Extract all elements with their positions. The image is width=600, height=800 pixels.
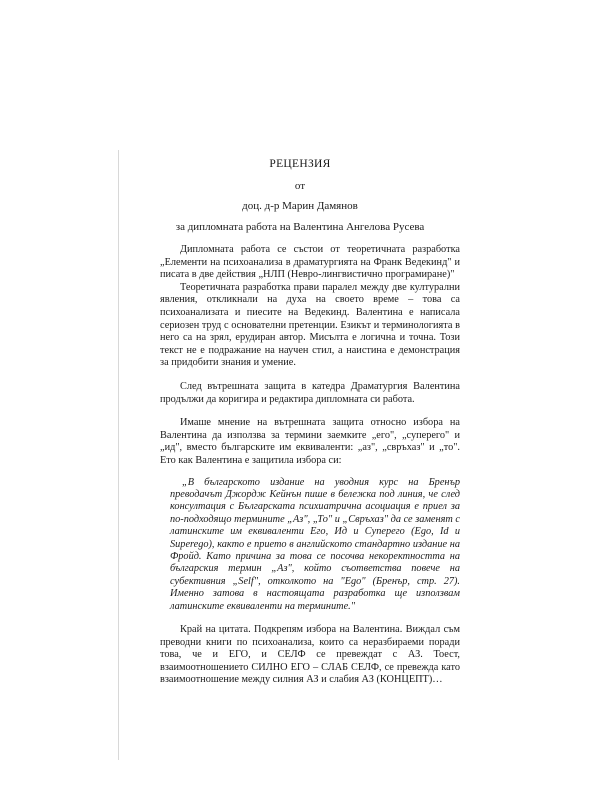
review-subject: за дипломната работа на Валентина Ангелова Русева bbox=[175, 221, 425, 233]
review-body bbox=[160, 244, 460, 687]
paragraph-intro: Дипломната работа се състои от теоретичната разработка „Елементи на психоанализа в драматургията на Франк Ведекинд" и писата в две действия „НЛП (Невро-лингвистично програмиране)" bbox=[160, 244, 460, 281]
reviewer-name: доц. д-р Марин Дамянов bbox=[242, 200, 358, 212]
scan-edge-shadow bbox=[118, 150, 119, 760]
quoted-passage: „В българското издание на уводния курс на Бренър преводачът Джордж Кейнън пише в бележка под линия, че след консултация с Българската психиатрична асоциация е приел за по-подходящо термините „Аз", „То" и „Свръхаз" да се заменят с латинските им еквиваленти Его, Ид и Суперего (Ego, Id и Superego), както е прието в английското стандартно издание на Фройд. Като причина за това се посочва некоректността на българския термин „Аз", който съответства повече на субективния „Self", отколкото на "Ego" (Бренър, стр. 27). Именно затова в настоящата разработка ще използвам латинските еквиваленти на термините." bbox=[170, 476, 460, 612]
from-label: от bbox=[294, 180, 306, 192]
paragraph-theory: Теоретичната разработка прави паралел между две културални явления, откликнали на духа на своето време – това са психоанализата и пиесите на Ведекинд. Валентина е написала сериозен труд с основателни претенции. Езикът и терминологията в него са на зрял, ерудиран автор. Мисълта е логична и точна. Този текст не е подражание на научен стил, а наистина е демонстрация за придобити знания и умение. bbox=[160, 281, 460, 369]
paragraph-terms: Имаше мнение на вътрешната защита относно избора на Валентина да използва за термини заемките „его", „суперего" и „ид", вместо българските им еквиваленти: „аз", „свръхаз" и „то". Ето как Валентина е защитила избора си: bbox=[160, 417, 460, 466]
paragraph-defense: След вътрешната защита в катедра Драматургия Валентина продължи да коригира и редактира дипломната си работа. bbox=[160, 380, 460, 405]
review-title: РЕЦЕНЗИЯ bbox=[269, 158, 331, 170]
paragraph-conclusion: Край на цитата. Подкрепям избора на Валентина. Виждал съм преводни книги по психоанализа, които са неразбираеми поради това, че и ЕГО, и СЕЛФ се превеждат с АЗ. Тоест, взаимоотношението СИЛНО ЕГО – СЛАБ СЕЛФ, се превежда като взаимоотношение между силния АЗ и слабия АЗ (КОНЦЕПТ)… bbox=[160, 623, 460, 686]
